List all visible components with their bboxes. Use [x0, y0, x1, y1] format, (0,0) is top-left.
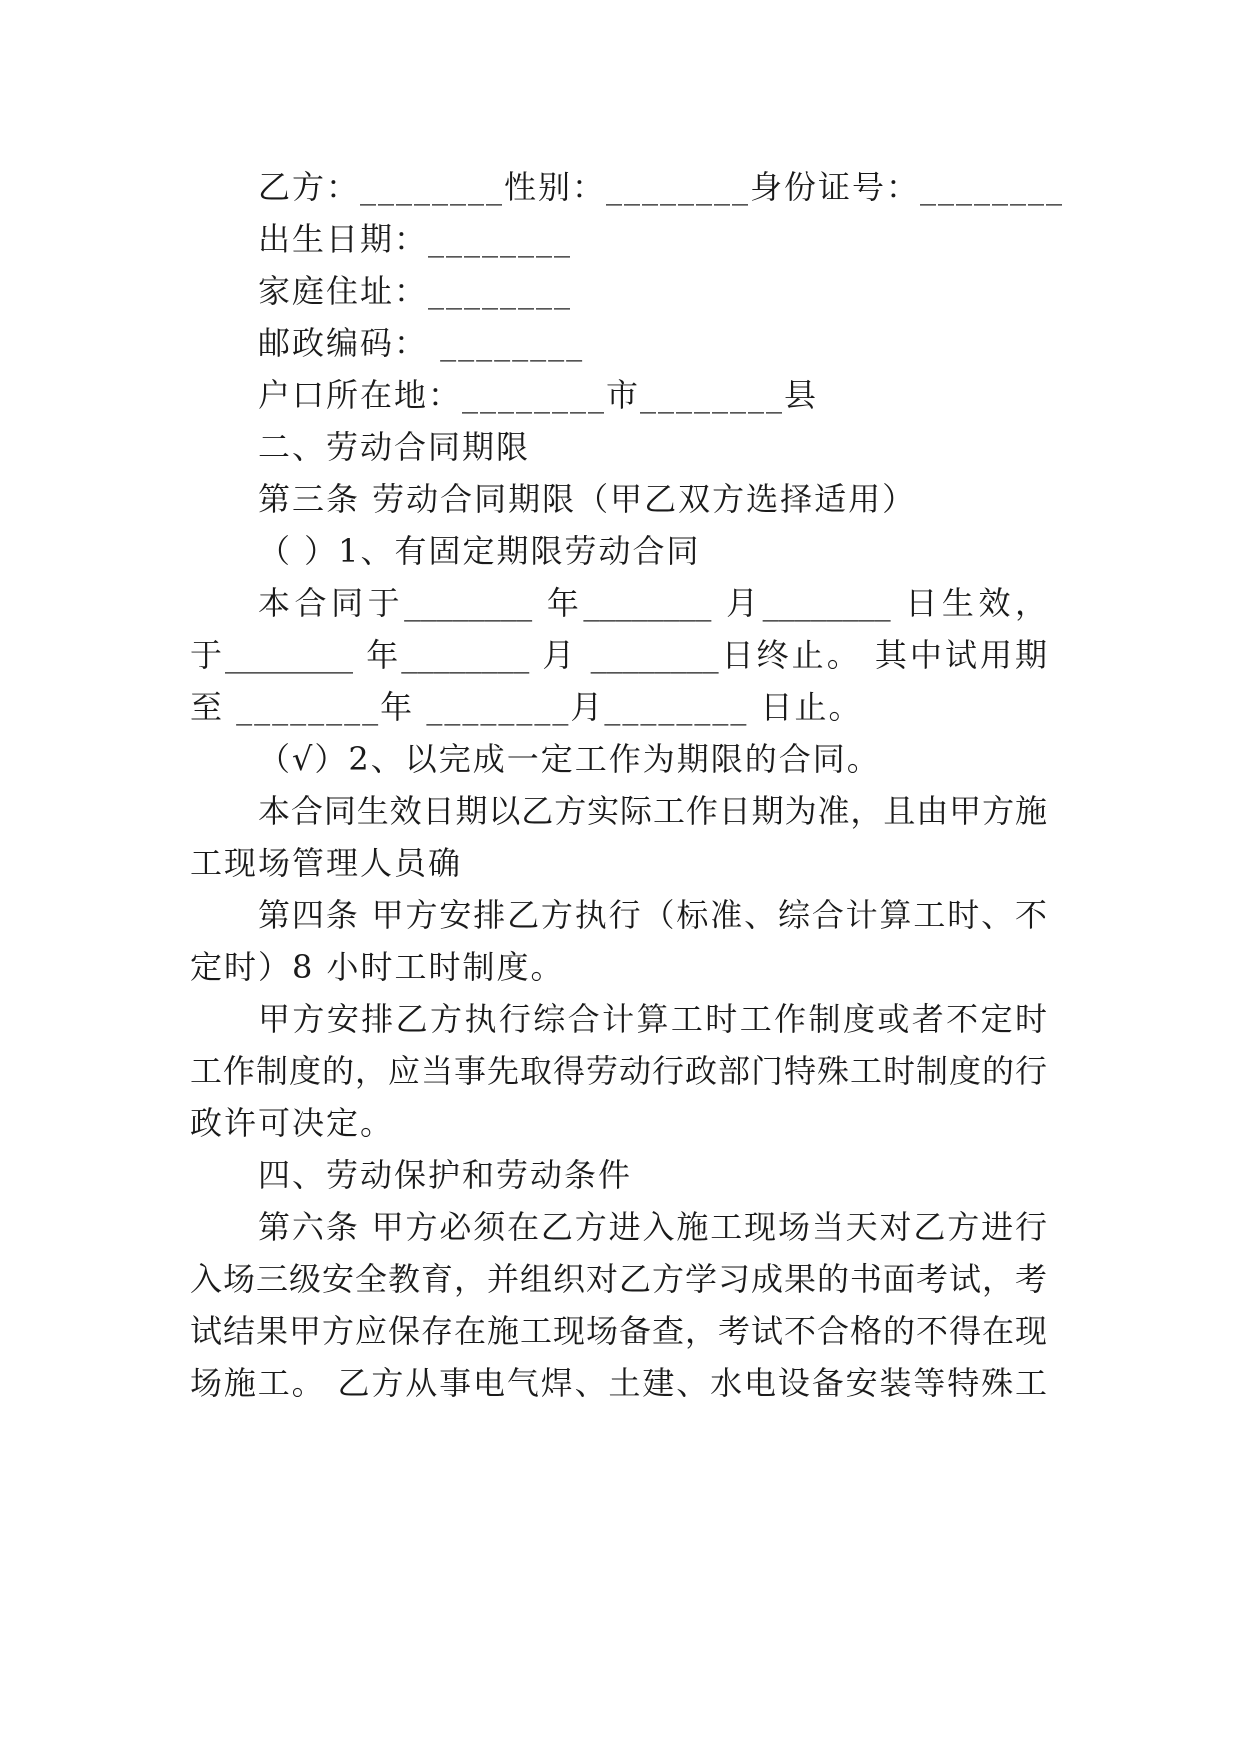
- paragraph-line: 至 ________年 ________月________ 日止。: [190, 688, 863, 726]
- article-heading: 第四条 甲方安排乙方执行（标准、综合计算工时、不: [258, 896, 1047, 934]
- paragraph-line: 本合同于________ 年________ 月________ 日生效，: [258, 584, 1047, 622]
- paragraph-line: 工现场管理人员确: [190, 844, 463, 882]
- postal-code-line: 邮政编码： ________: [258, 324, 585, 362]
- paragraph-line: 政许可决定。: [190, 1104, 395, 1142]
- paragraph-line: 工作制度的，应当事先取得劳动行政部门特殊工时制度的行: [190, 1052, 1047, 1090]
- paragraph-line: 场施工。 乙方从事电气焊、土建、水电设备安装等特殊工: [190, 1364, 1047, 1402]
- paragraph-line: 定时）8 小时工时制度。: [190, 948, 565, 986]
- home-address-line: 家庭住址：________: [258, 272, 573, 310]
- paragraph-line: 试结果甲方应保存在施工现场备查，考试不合格的不得在现: [190, 1312, 1047, 1350]
- paragraph-line: 于________ 年________ 月 ________日终止。 其中试用期: [190, 636, 1047, 674]
- article-heading: 第三条 劳动合同期限（甲乙双方选择适用）: [258, 480, 917, 518]
- section-heading: 二、劳动合同期限: [258, 428, 531, 466]
- section-heading: 四、劳动保护和劳动条件: [258, 1156, 633, 1194]
- paragraph-line: 甲方安排乙方执行综合计算工时工作制度或者不定时: [258, 1000, 1047, 1038]
- party-b-line: 乙方：________性别：________身份证号：________: [258, 168, 1065, 206]
- household-registration-line: 户口所在地：________市________县: [258, 376, 819, 414]
- paragraph-line: 本合同生效日期以乙方实际工作日期为准，且由甲方施: [258, 792, 1047, 830]
- birth-date-line: 出生日期：________: [258, 220, 573, 258]
- option-task-based: （√）2、以完成一定工作为期限的合同。: [258, 740, 881, 778]
- option-fixed-term: （ ）1、有固定期限劳动合同: [258, 532, 701, 570]
- paragraph-line: 入场三级安全教育，并组织对乙方学习成果的书面考试，考: [190, 1260, 1047, 1298]
- article-heading: 第六条 甲方必须在乙方进入施工现场当天对乙方进行: [258, 1208, 1047, 1246]
